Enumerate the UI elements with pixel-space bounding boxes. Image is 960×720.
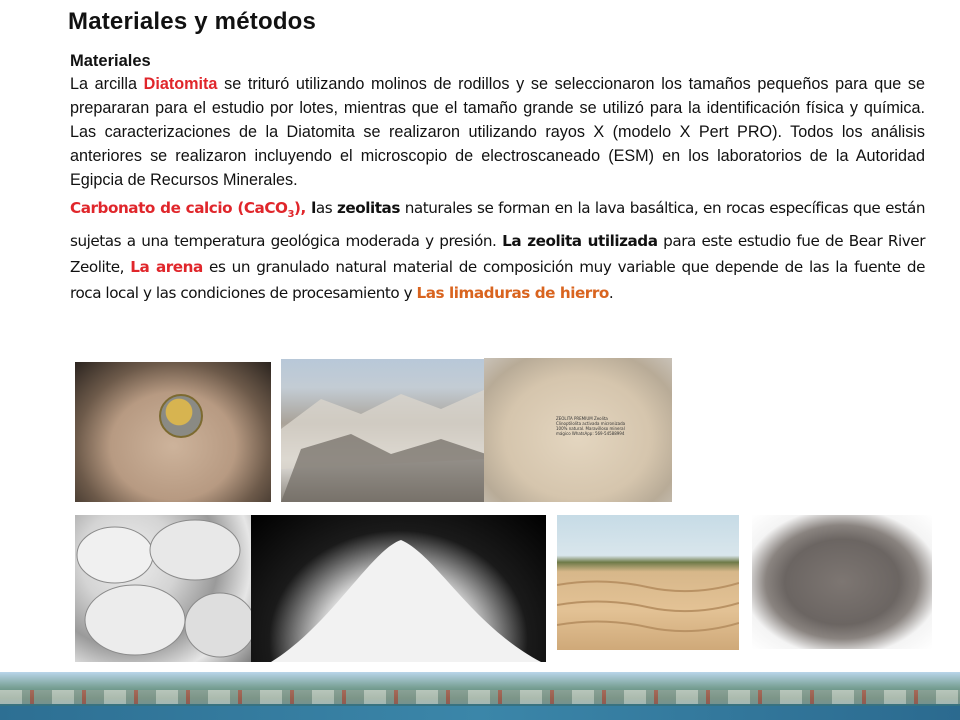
footer-water xyxy=(0,706,960,720)
diatomite-quarry-photo xyxy=(281,359,486,502)
arena-highlight: La arena xyxy=(130,258,203,277)
diatomite-paragraph xyxy=(70,72,925,192)
powder-pile-icon xyxy=(251,515,546,662)
footer-banner-image xyxy=(0,672,960,720)
white-powder-pile-photo xyxy=(251,515,546,662)
sand-ripples-icon xyxy=(557,515,739,650)
slide-title: Materiales y métodos xyxy=(68,8,317,35)
carbonato-subscript: 3 xyxy=(287,209,295,221)
calcium-carbonate-rocks-photo xyxy=(75,515,255,662)
carbonato-close: ), xyxy=(294,199,306,217)
quarry-rocks-icon xyxy=(281,359,486,502)
white-rocks-icon xyxy=(75,515,255,662)
para2-text-2: naturales se forman en la lava basáltica, en rocas específicas que están sujetas a una temperatura geológica moderada y presión. xyxy=(70,199,925,251)
footer-buildings xyxy=(0,690,960,704)
para2-text-5: . xyxy=(608,284,614,303)
para2-text-1: as xyxy=(315,199,337,217)
iron-filings-photo xyxy=(752,515,932,649)
crushed-diatomite-photo xyxy=(75,362,271,502)
carbonato-text: Carbonato de calcio (CaCO xyxy=(70,199,288,217)
carbonato-highlight xyxy=(70,199,306,221)
zeolitas-bold: zeolitas xyxy=(336,199,400,217)
diatomite-highlight: Diatomita xyxy=(143,75,218,93)
para1-text-after: se trituró utilizando molinos de rodillos y se seleccionaron los tamaños pequeños para que se prepararan para el estudio por lotes, mientras que el tamaño grande se utilizó para la identificación física y química. Las caracterizaciones de la Diatomita se realizaron utilizando rayos X (modelo X Pert PRO). Todos los análisis anteriores se realizaron incluyendo el microscopio de electroscaneado (ESM) en los laboratorios de la Autoridad Egipcia de Recursos Minerales. xyxy=(70,75,926,189)
para2-text-3: para este estudio fue de Bear River Zeolite, xyxy=(70,232,925,277)
l-bold: l xyxy=(305,199,316,217)
para2-text-4: es un granulado natural material de composición muy variable que depende de las la fuente de roca local y las condiciones de procesamiento y xyxy=(70,258,925,303)
materials-section xyxy=(70,50,925,306)
zeolite-powder-photo xyxy=(484,358,672,502)
sand-dunes-photo xyxy=(557,515,739,650)
zeolite-bag-label: ZEOLITA PREMIUM Zeolita Clinoptilolita activada micronizada 100% natural. Maravilloso mineral mágico WhatsApp: 569-54588994 xyxy=(556,416,626,436)
para1-text-before: La arcilla xyxy=(70,75,144,93)
coin-icon xyxy=(159,394,203,438)
limaduras-highlight: Las limaduras de hierro xyxy=(416,284,609,303)
section-subtitle: Materiales xyxy=(70,52,151,70)
materials-paragraph xyxy=(70,195,925,306)
zeolita-utilizada-bold: La zeolita utilizada xyxy=(502,232,658,251)
